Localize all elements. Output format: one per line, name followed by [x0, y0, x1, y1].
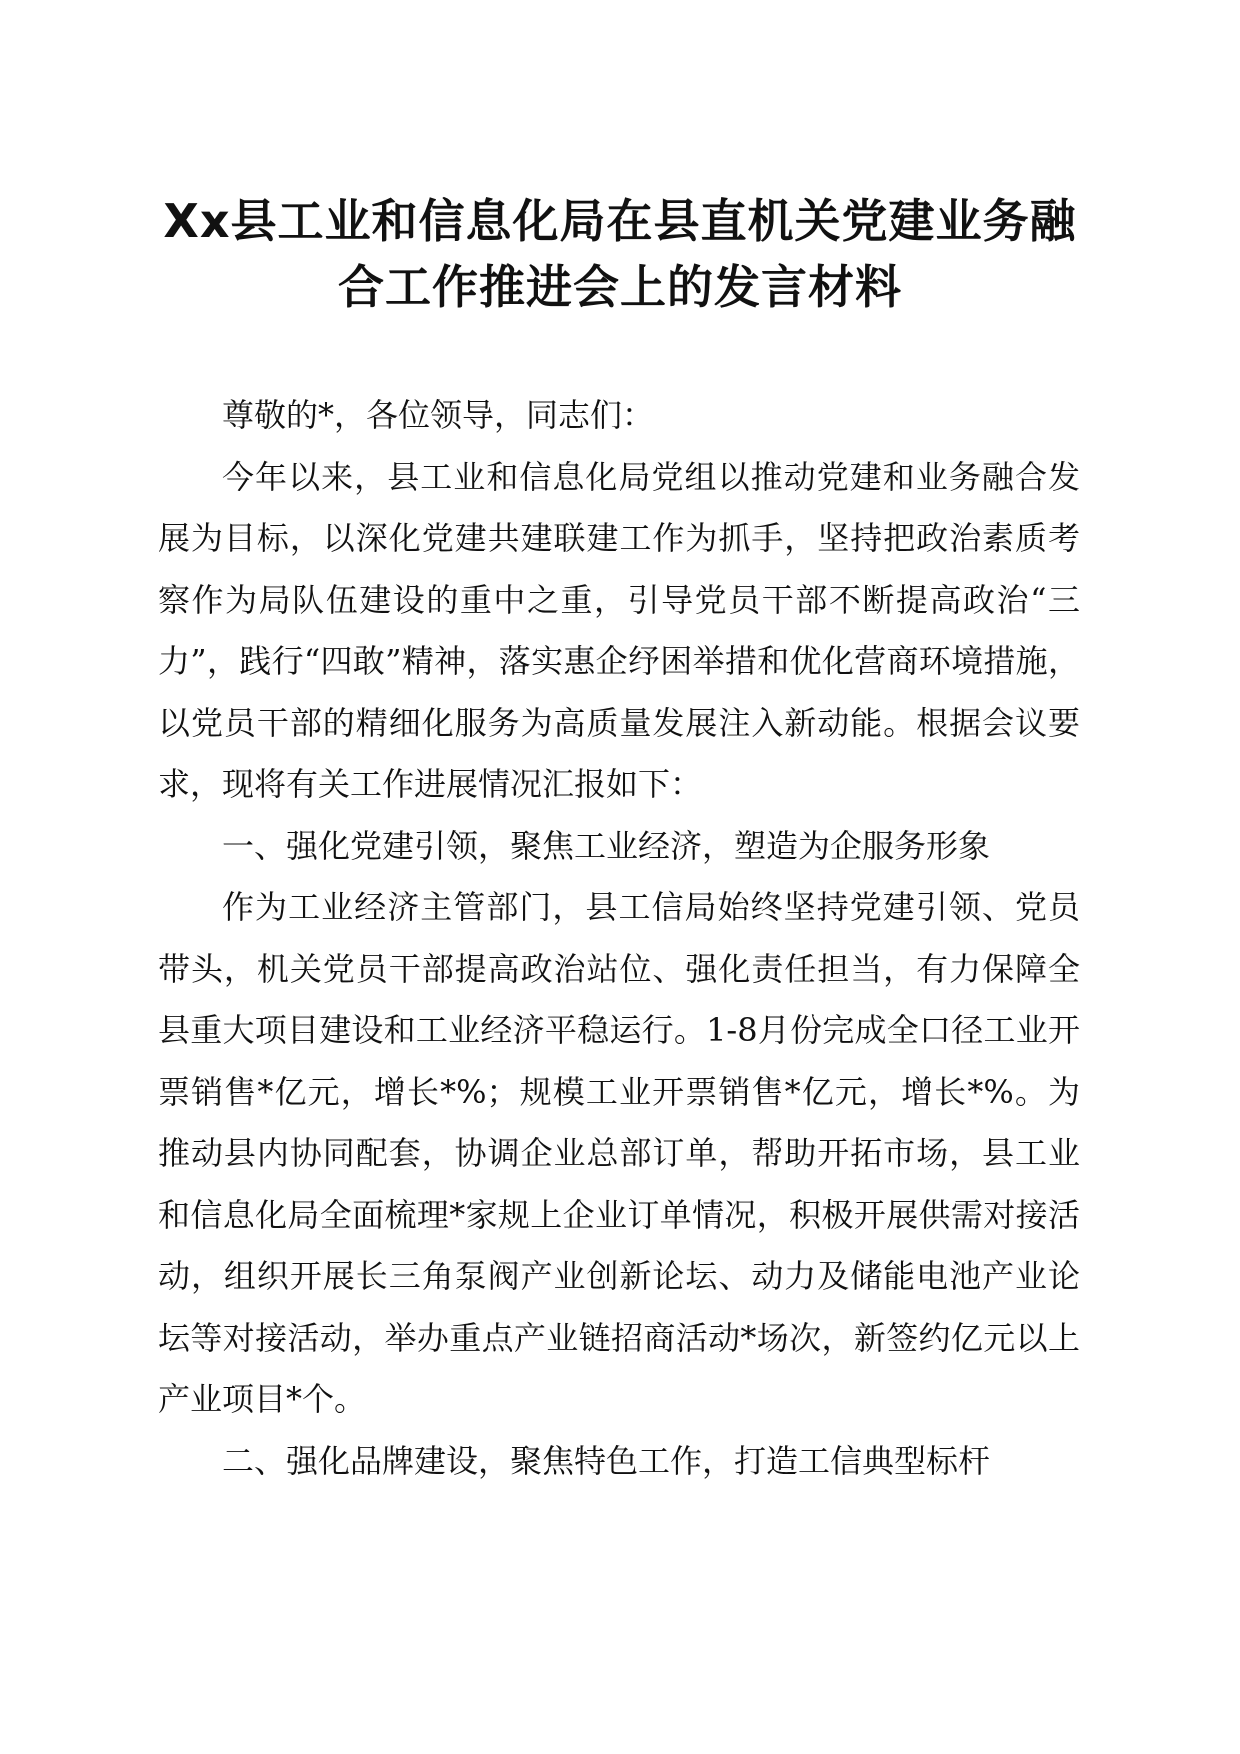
section-1-heading: 一、强化党建引领，聚焦工业经济，塑造为企服务形象 — [222, 826, 991, 865]
document-body — [158, 385, 1080, 1492]
title-line-1: Xx县工业和信息化局在县直机关党建业务融 — [163, 194, 1077, 248]
section-1-paragraph: 作为工业经济主管部门，县工信局始终坚持党建引领、党员带头，机关党员干部提高政治站位、强化责任担当，有力保障全县重大项目建设和工业经济平稳运行。1-8月份完成全口径工业开票销售*亿元，增长*%；规模工业开票销售*亿元，增长*%。为推动县内协同配套，协调企业总部订单，帮助开拓市场，县工业和信息化局全面梳理*家规上企业订单情况，积极开展供需对接活动，组织开展长三角泵阀产业创新论坛、动力及储能电池产业论坛等对接活动，举办重点产业链招商活动*场次，新签约亿元以上产业项目*个。 — [158, 888, 1080, 1418]
intro-paragraph: 今年以来，县工业和信息化局党组以推动党建和业务融合发展为目标，以深化党建共建联建工作为抓手，坚持把政治素质考察作为局队伍建设的重中之重，引导党员干部不断提高政治“三力”，践行“四敢”精神，落实惠企纾困举措和优化营商环境措施，以党员干部的精细化服务为高质量发展注入新动能。根据会议要求，现将有关工作进展情况汇报如下： — [158, 457, 1080, 803]
salutation: 尊敬的*，各位领导，同志们： — [222, 396, 655, 434]
document-title — [150, 188, 1090, 320]
title-line-2: 合工作推进会上的发言材料 — [338, 260, 902, 314]
section-2-heading: 二、强化品牌建设，聚焦特色工作，打造工信典型标杆 — [222, 1441, 991, 1480]
